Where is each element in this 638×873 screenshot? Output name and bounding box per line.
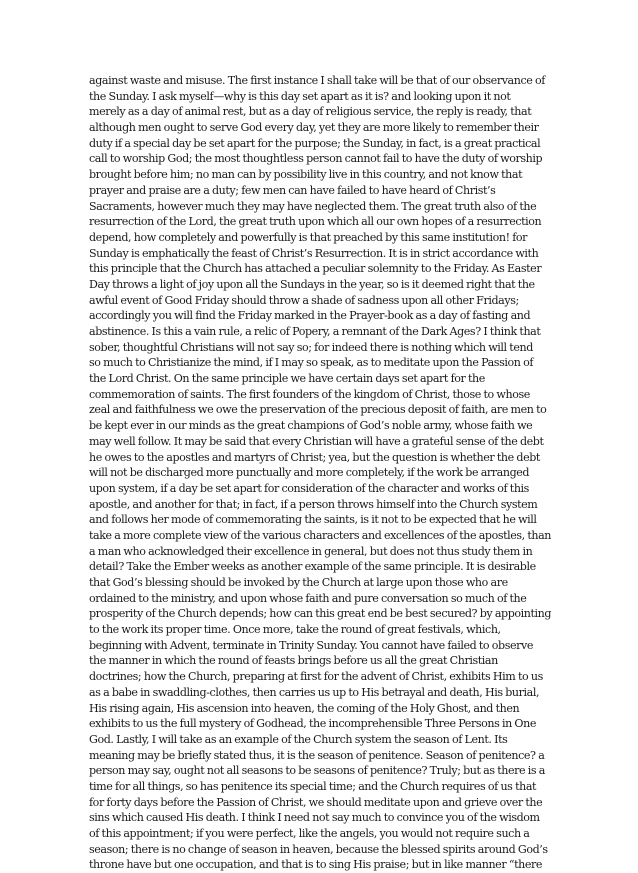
text-line: commemoration of saints. The first founders of the kingdom of Christ, those to whose — [89, 387, 530, 401]
text-line: that God’s blessing should be invoked by the Church at large upon those who are — [89, 576, 508, 589]
text-line: Sunday is emphatically the feast of Christ’s Resurrection. It is in strict accordance with — [89, 246, 539, 260]
text-line: the manner in which the round of feasts brings before us all the great Christian — [89, 654, 498, 668]
text-line: season; there is no change of season in heaven, because the blessed spirits around God’s — [89, 842, 548, 856]
text-line: apostle, and another for that; in fact, if a person throws himself into the Church system — [89, 497, 538, 511]
text-line: zeal and faithfulness we owe the preservation of the precious deposit of faith, are men to — [89, 403, 547, 417]
text-line: so much to Christianize the mind, if I may so speak, as to meditate upon the Passion of — [89, 356, 534, 370]
text-line: for forty days before the Passion of Christ, we should meditate upon and grieve over the — [89, 795, 543, 809]
text-line: beginning with Advent, terminate in Trinity Sunday. You cannot have failed to observe — [89, 638, 534, 652]
text-line: ordained to the ministry, and upon whose faith and pure conversation so much of the — [89, 591, 527, 605]
text-line: take a more complete view of the various characters and excellences of the apostles, than — [89, 528, 551, 542]
text-line: to the work its proper time. Once more, take the round of great festivals, which, — [89, 623, 501, 637]
text-line: upon system, if a day be set apart for consideration of the character and works of this — [89, 481, 529, 495]
text-line: a man who acknowledged their excellence in general, but does not thus study them in — [89, 544, 533, 558]
text-line: prosperity of the Church depends; how can this great end be best secured? by appointing — [89, 607, 552, 621]
text-line: duty if a special day be set apart for the purpose; the Sunday, in fact, is a great practical — [89, 136, 541, 150]
text-line: of this appointment; if you were perfect, like the angels, you would not require such a — [89, 827, 530, 840]
text-line: call to worship God; the most thoughtless person cannot fail to have the duty of worship — [89, 152, 543, 166]
text-line: although men ought to serve God every day, yet they are more likely to remember their — [89, 121, 539, 135]
document-page — [89, 73, 551, 873]
text-line: be kept ever in our minds as the great champions of God’s noble army, whose faith we — [89, 419, 533, 433]
text-line: depend, how completely and powerfully is that preached by this same institution! for — [89, 230, 528, 244]
text-line: accordingly you will find the Friday marked in the Prayer-book as a day of fasting and — [89, 309, 531, 323]
text-line: doctrines; how the Church, preparing at first for the advent of Christ, exhibits Him to us — [89, 670, 543, 684]
text-line: detail? Take the Ember weeks as another example of the same principle. It is desirable — [89, 560, 536, 574]
text-line: awful event of Good Friday should throw a shade of sadness upon all other Fridays; — [89, 293, 519, 307]
text-line: throne have but one occupation, and that is to sing His praise; but in like manner “there — [89, 858, 543, 872]
text-line: prayer and praise are a duty; few men can have failed to have heard of Christ’s — [89, 183, 496, 197]
text-line: Day throws a light of joy upon all the Sundays in the year, so is it deemed right that the — [89, 277, 535, 291]
text-line: time for all things, so has penitence its special time; and the Church requires of us that — [89, 779, 537, 793]
text-line: merely as a day of animal rest, but as a day of religious service, the reply is ready, that — [89, 105, 532, 119]
text-line: person may say, ought not all seasons to be seasons of penitence? Truly; but as there is a — [89, 764, 545, 778]
text-line: against waste and misuse. The first instance I shall take will be that of our observance of — [89, 74, 545, 87]
text-line: this principle that the Church has attached a peculiar solemnity to the Friday. As Easter — [89, 262, 542, 276]
text-line: will not be discharged more punctually and more completely, if the work be arranged — [89, 466, 530, 480]
text-line: as a babe in swaddling-clothes, then carries us up to His betrayal and death, His burial, — [89, 685, 540, 699]
text-line: Sacraments, however much they may have neglected them. The great truth also of the — [89, 199, 537, 213]
text-line: abstinence. Is this a vain rule, a relic of Popery, a remnant of the Dark Ages? I think that — [89, 325, 541, 338]
text-line: His rising again, His ascension into heaven, the coming of the Holy Ghost, and then — [89, 701, 520, 715]
text-line: and follows her mode of commemorating the saints, is it not to be expected that he will — [89, 513, 537, 527]
text-line: he owes to the apostles and martyrs of Christ; yea, but the question is whether the debt — [89, 450, 540, 464]
text-line: exhibits to us the full mystery of Godhead, the incomprehensible Three Persons in One — [89, 717, 536, 731]
text-line: may well follow. It may be said that every Christian will have a grateful sense of the debt — [89, 434, 544, 448]
text-line: meaning may be briefly stated thus, it is the season of penitence. Season of penitence? a — [89, 748, 545, 762]
text-line: sober, thoughtful Christians will not say so; for indeed there is nothing which will tend — [89, 340, 533, 354]
text-line: resurrection of the Lord, the great truth upon which all our own hopes of a resurrection — [89, 215, 542, 229]
text-line: brought before him; no man can by possibility live in this country, and not know that — [89, 168, 523, 182]
text-line: the Sunday. I ask myself—why is this day set apart as it is? and looking upon it not — [89, 89, 511, 103]
text-line: God. Lastly, I will take as an example of the Church system the season of Lent. Its — [89, 732, 508, 746]
text-line: the Lord Christ. On the same principle we have certain days set apart for the — [89, 372, 485, 386]
text-line: sins which caused His death. I think I need not say much to convince you of the wisdom — [89, 811, 540, 825]
